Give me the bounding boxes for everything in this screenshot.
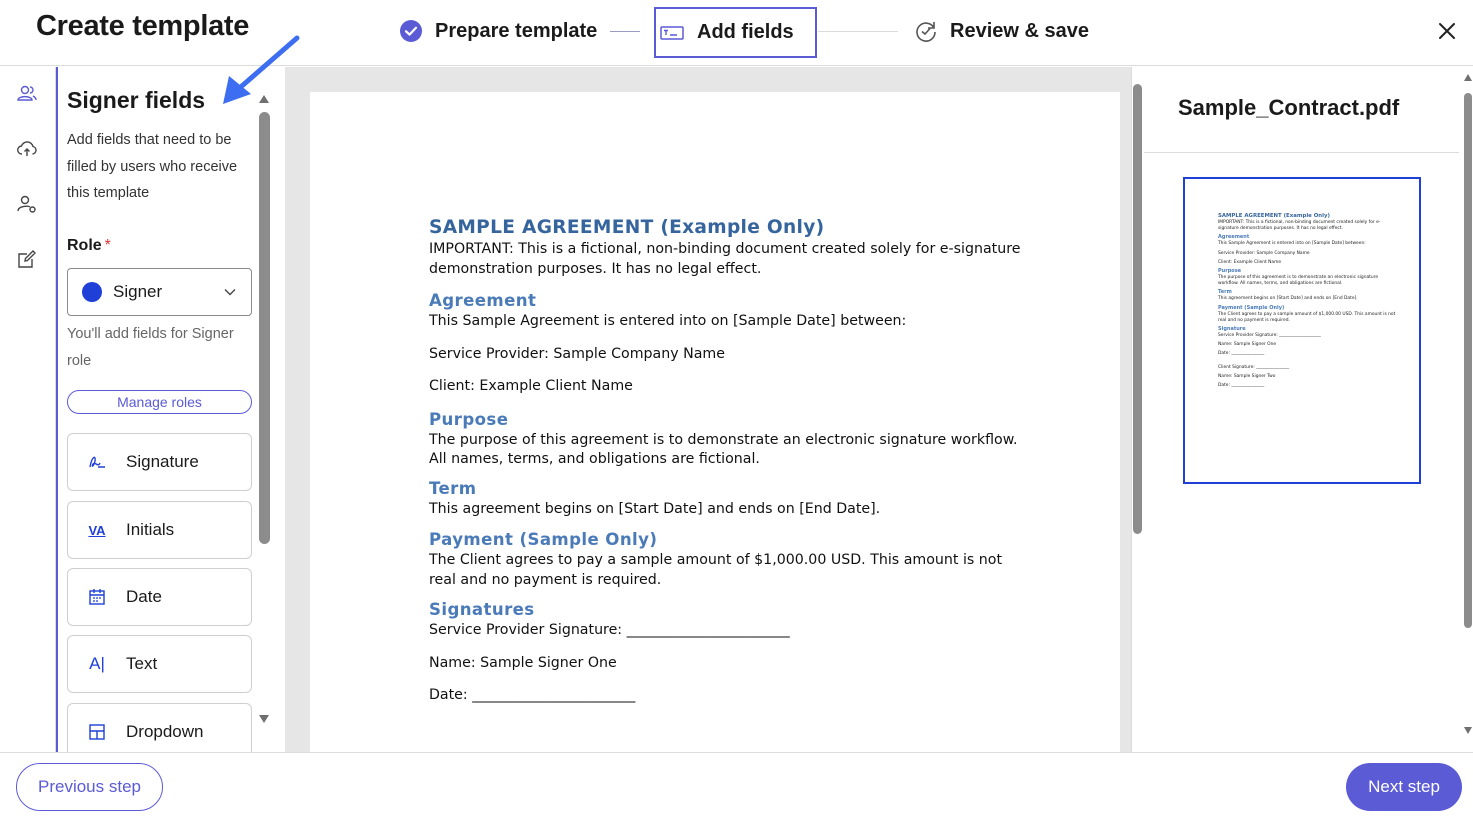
thumb-line: The Client agrees to pay a sample amount of $1,000.00 USD. This amount is not real and no payment is required. bbox=[1218, 311, 1396, 323]
doc-heading: Agreement bbox=[429, 291, 537, 310]
text-field-icon bbox=[659, 21, 685, 45]
thumb-line: This agreement begins on [Start Date] and ends on [End Date]. bbox=[1218, 296, 1358, 302]
step-review-save[interactable] bbox=[914, 16, 1089, 46]
pages-scrollbar-thumb[interactable] bbox=[1464, 93, 1472, 628]
field-signature[interactable] bbox=[67, 433, 252, 491]
panel-description: Add fields that need to be filled by users who receive this template bbox=[67, 132, 238, 201]
refresh-check-icon bbox=[914, 19, 938, 43]
thumb-line: IMPORTANT: This is a fictional, non-binding document created solely for e-signature demonstration purposes. It has no legal effect. bbox=[1218, 220, 1381, 232]
thumbnail-content bbox=[1218, 213, 1398, 389]
step-prepare-template[interactable] bbox=[399, 16, 597, 46]
field-text[interactable] bbox=[67, 635, 252, 693]
role-label bbox=[67, 237, 111, 255]
doc-paragraph: IMPORTANT: This is a fictional, non-binding document created solely for e-signature demonstration purposes. It has no legal effect. bbox=[429, 241, 1021, 277]
thumb-line: Name: Sample Signer Two bbox=[1218, 373, 1276, 379]
calendar-icon bbox=[68, 588, 126, 606]
doc-heading: Purpose bbox=[429, 409, 509, 429]
previous-step-button[interactable]: Previous step bbox=[16, 763, 163, 811]
document-scrollbar-thumb[interactable] bbox=[1133, 84, 1142, 534]
doc-paragraph: Name: Sample Signer One bbox=[429, 654, 617, 671]
role-label-text: Role bbox=[67, 237, 102, 254]
doc-heading: Signatures bbox=[429, 600, 535, 619]
pages-panel bbox=[1144, 67, 1473, 752]
text-cursor-icon: A| bbox=[89, 654, 105, 673]
thumb-heading: Term bbox=[1218, 289, 1232, 296]
thumb-line: Date: _______________ bbox=[1218, 383, 1265, 389]
initials-icon: VA bbox=[88, 522, 106, 538]
thumb-title: SAMPLE AGREEMENT (Example Only) bbox=[1218, 213, 1330, 219]
thumb-line: This Sample Agreement is entered into on [Sample Date] between: bbox=[1218, 241, 1366, 247]
thumb-line: Client: Example Client Name bbox=[1218, 259, 1282, 265]
doc-paragraph: Client: Example Client Name bbox=[429, 378, 633, 394]
field-label: Signature bbox=[126, 452, 199, 471]
doc-paragraph: Service Provider Signature: _______________________ bbox=[429, 622, 790, 638]
doc-heading: Term bbox=[429, 478, 477, 498]
check-circle-icon bbox=[399, 19, 423, 43]
manage-roles-button[interactable]: Manage roles bbox=[67, 390, 252, 414]
thumb-heading: Agreement bbox=[1218, 234, 1250, 241]
step-connector bbox=[818, 31, 898, 32]
thumb-heading: Payment (Sample Only) bbox=[1218, 304, 1285, 311]
document-content bbox=[429, 216, 1029, 706]
dropdown-icon bbox=[68, 723, 126, 741]
role-select-value: Signer bbox=[113, 282, 163, 301]
document-page[interactable] bbox=[310, 92, 1120, 752]
thumb-line: Name: Sample Signer One bbox=[1218, 342, 1277, 348]
panel-title: Signer fields bbox=[67, 87, 206, 113]
divider bbox=[1144, 152, 1459, 153]
cloud-upload-icon[interactable] bbox=[16, 138, 38, 160]
step-label: Add fields bbox=[697, 21, 794, 43]
thumb-line: Service Provider Signature: ___________________ bbox=[1218, 333, 1321, 339]
header bbox=[0, 0, 1473, 66]
next-step-button[interactable]: Next step bbox=[1346, 763, 1462, 811]
doc-title: SAMPLE AGREEMENT (Example Only) bbox=[429, 217, 825, 238]
step-label: Prepare template bbox=[435, 19, 598, 42]
step-add-fields[interactable] bbox=[654, 7, 817, 58]
close-icon[interactable] bbox=[1436, 20, 1458, 42]
chevron-down-icon bbox=[223, 285, 237, 299]
thumb-heading: Purpose bbox=[1218, 268, 1242, 275]
doc-paragraph: Date: _______________________ bbox=[429, 687, 636, 703]
user-settings-icon[interactable] bbox=[16, 193, 38, 215]
field-date[interactable] bbox=[67, 568, 252, 626]
users-icon[interactable] bbox=[16, 83, 38, 105]
panel-scrollbar-thumb[interactable] bbox=[259, 112, 270, 544]
field-label: Dropdown bbox=[126, 722, 204, 741]
doc-paragraph: This Sample Agreement is entered into on [Sample Date] between: bbox=[429, 313, 907, 329]
role-select[interactable] bbox=[67, 268, 252, 316]
doc-paragraph: Service Provider: Sample Company Name bbox=[429, 345, 725, 362]
footer bbox=[0, 752, 1473, 817]
field-initials[interactable] bbox=[67, 501, 252, 559]
step-connector bbox=[610, 31, 640, 32]
doc-paragraph: The Client agrees to pay a sample amount of $1,000.00 USD. This amount is not real and no payment is required. bbox=[429, 552, 1003, 588]
field-label: Initials bbox=[126, 520, 175, 539]
edit-document-icon[interactable] bbox=[16, 248, 38, 270]
field-dropdown[interactable] bbox=[67, 703, 252, 752]
thumb-line: Client Signature: _______________ bbox=[1218, 364, 1290, 370]
doc-paragraph: The purpose of this agreement is to demonstrate an electronic signature workflow. All names, terms, and obligations are fictional. bbox=[429, 431, 1018, 467]
file-name: Sample_Contract.pdf bbox=[1178, 95, 1400, 120]
doc-heading: Payment (Sample Only) bbox=[429, 530, 658, 549]
role-help-text: You'll add fields for Signer role bbox=[67, 326, 234, 369]
field-label: Text bbox=[126, 654, 158, 673]
document-viewer bbox=[285, 67, 1131, 752]
signer-fields-panel bbox=[56, 67, 285, 752]
signature-icon bbox=[68, 452, 126, 472]
required-marker: * bbox=[104, 237, 111, 254]
role-color-dot bbox=[82, 282, 102, 302]
doc-paragraph: This agreement begins on [Start Date] and ends on [End Date]. bbox=[429, 500, 881, 517]
field-label: Date bbox=[126, 587, 162, 606]
thumb-heading: Signature bbox=[1218, 326, 1246, 333]
step-label: Review & save bbox=[950, 19, 1089, 42]
tool-rail bbox=[0, 67, 56, 752]
page-thumbnail[interactable] bbox=[1183, 177, 1421, 484]
thumb-line: Date: _______________ bbox=[1218, 351, 1265, 357]
thumb-line: The purpose of this agreement is to demonstrate an electronic signature workflow. All names, terms, and obligations are fictional. bbox=[1218, 275, 1379, 287]
page-title: Create template bbox=[36, 10, 250, 42]
thumb-line: Service Provider: Sample Company Name bbox=[1218, 250, 1310, 256]
